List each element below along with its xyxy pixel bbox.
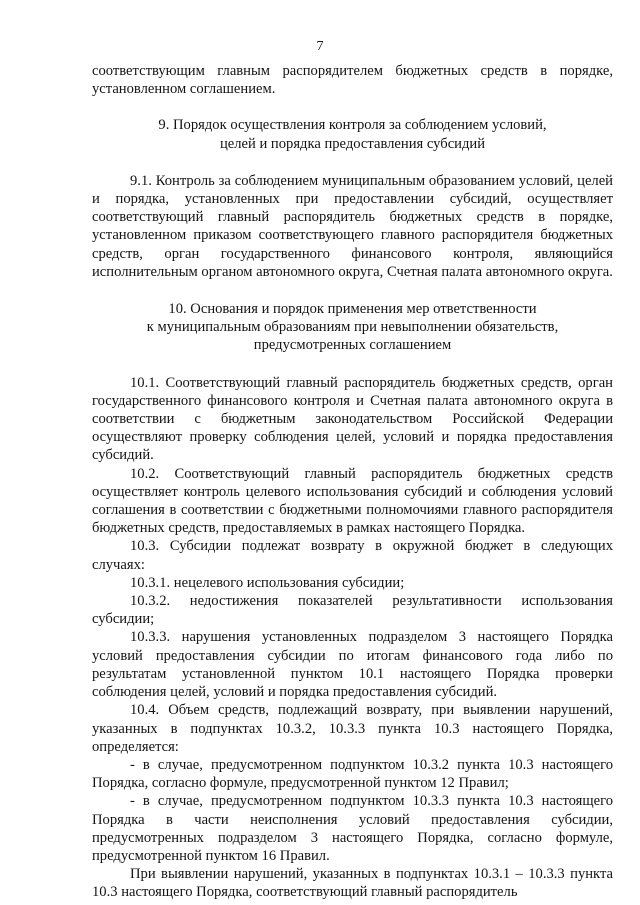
paragraph-10-4-case-b: - в случае, предусмотренном подпунктом 10.3.3 пункта 10.3 настоящего Порядка в части неисполнения условий предоставления субсидии, предусмотренных подразделом 3 настоящего Порядка, согласно формуле, предусмотренной пунктом 16 Правил. bbox=[92, 793, 613, 864]
section-10-heading-line-1: 10. Основания и порядок применения мер ответственности bbox=[168, 301, 537, 318]
section-9-heading-line-1: 9. Порядок осуществления контроля за соблюдением условий, bbox=[158, 117, 547, 134]
paragraph-10-3-2: 10.3.2. недостижения показателей результативности использования субсидии; bbox=[92, 593, 613, 628]
paragraph-10-4-case-a: - в случае, предусмотренном подпунктом 10.3.2 пункта 10.3 настоящего Порядка, согласно формуле, предусмотренной пунктом 12 Правил; bbox=[92, 756, 613, 792]
spacer bbox=[92, 98, 613, 116]
paragraph-10-3: 10.3. Субсидии подлежат возврату в окружной бюджет в следующих случаях: bbox=[92, 538, 613, 573]
paragraph-10-2: 10.2. Соответствующий главный распорядитель бюджетных средств осуществляет контроль целевого использования субсидий и соблюдения условий соглашения в соответствии с бюджетными полномочиями главного распорядителя бюджетных средств, предоставляемых в рамках настоящего Порядка. bbox=[92, 465, 613, 537]
spacer bbox=[92, 281, 613, 300]
paragraph-10-3-1: 10.3.1. нецелевого использования субсидии; bbox=[130, 574, 405, 591]
section-10-heading-line-2: к муниципальным образованиям при невыполнении обязательств, bbox=[146, 319, 559, 336]
spacer bbox=[92, 153, 613, 172]
page-number: 7 bbox=[316, 39, 324, 54]
section-10-heading bbox=[92, 300, 613, 355]
paragraph-10-4: 10.4. Объем средств, подлежащий возврату, при выявлении нарушений, указанных в подпунктах 10.3.2, 10.3.3 пункта 10.3 настоящего Порядка, определяется: bbox=[92, 702, 613, 755]
paragraph-9-1: 9.1. Контроль за соблюдением муниципальным образованием условий, целей и порядка, установленных при предоставлении субсидий, осуществляет соответствующий главный распорядитель бюджетных средств в порядке, установленном приказом соответствующего главного распорядителя бюджетных средств, орган государственного финансового контроля, являющийся исполнительным органом автономного округа, Счетная палата автономного округа. bbox=[92, 172, 613, 280]
paragraph-10-3-3: 10.3.3. нарушения установленных подразделом 3 настоящего Порядка условий предоставления субсидии по итогам финансового года либо по результатам установленной пунктом 10.1 настоящего Порядка проверки соблюдения целей, условий и порядка предоставления субсидий. bbox=[92, 629, 613, 701]
section-10-heading-line-3: предусмотренных соглашением bbox=[253, 337, 452, 354]
section-9-heading-line-2: целей и порядка предоставления субсидий bbox=[219, 135, 486, 152]
document-body bbox=[92, 62, 613, 902]
paragraph-violations: При выявлении нарушений, указанных в подпунктах 10.3.1 – 10.3.3 пункта 10.3 настоящего Порядка, соответствующий главный распорядитель bbox=[92, 866, 613, 901]
section-9-heading bbox=[92, 116, 613, 152]
paragraph-10-1: 10.1. Соответствующий главный распорядитель бюджетных средств, орган государственного финансового контроля и Счетная палата автономного округа в соответствии с бюджетным законодательством Российской Федерации осуществляют проверку соблюдения целей, условий и порядка предоставления субсидий. bbox=[92, 374, 613, 464]
spacer bbox=[92, 355, 613, 374]
continuation-paragraph: соответствующим главным распорядителем бюджетных средств в порядке, установленном соглашением. bbox=[92, 63, 613, 98]
